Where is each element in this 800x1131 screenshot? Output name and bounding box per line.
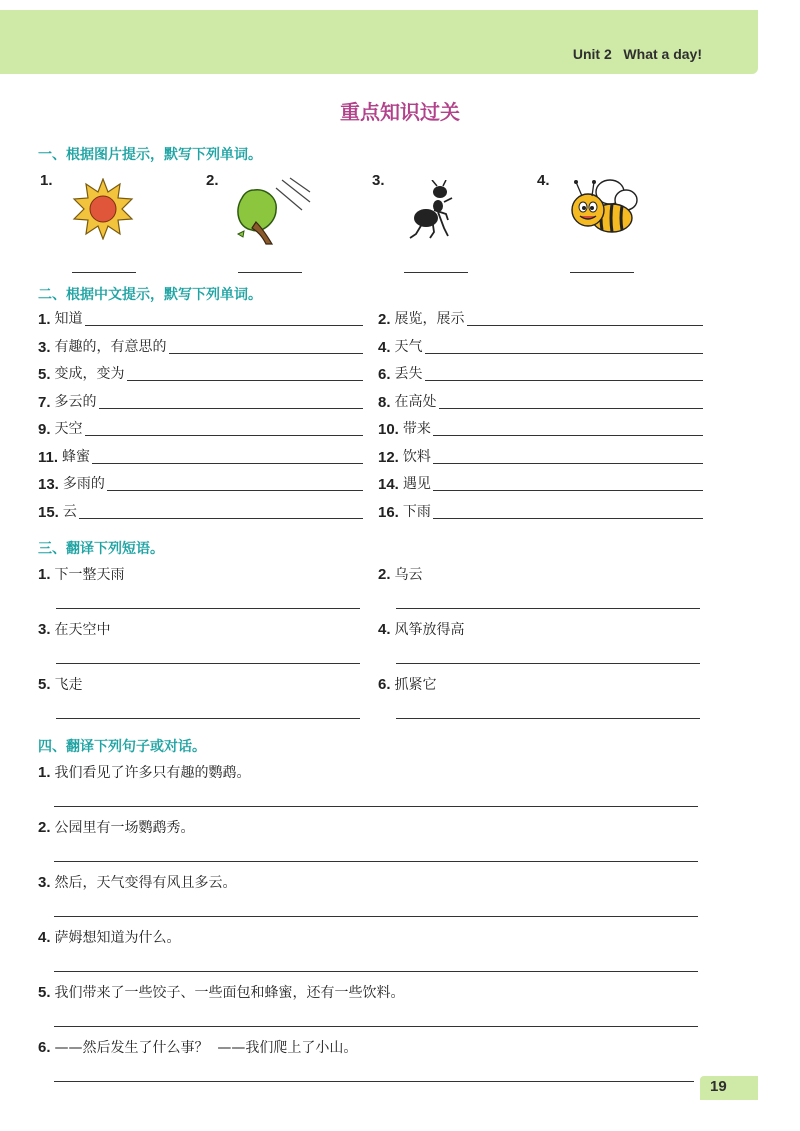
sentence-item — [38, 762, 251, 782]
vocab-item-number: 15. — [38, 503, 59, 521]
vocab-answer-line[interactable] — [85, 325, 363, 326]
vocab-answer-line[interactable] — [127, 380, 363, 381]
vocab-item-number: 7. — [38, 393, 51, 411]
vocab-item-prompt: 展览，展示 — [394, 311, 465, 327]
vocab-answer-line[interactable] — [425, 353, 703, 354]
vocab-item — [38, 336, 363, 356]
page-number-box — [700, 1076, 758, 1100]
vocab-item-prompt: 云 — [62, 503, 77, 520]
vocab-item — [38, 391, 363, 411]
vocab-item-number: 5. — [38, 366, 51, 383]
phrase-item-number: 6. — [378, 676, 391, 693]
phrase-item-number: 4. — [378, 621, 391, 638]
vocab-answer-line[interactable] — [467, 325, 703, 326]
section-1-heading: 一、根据图片提示，默写下列单词。 — [38, 147, 262, 163]
sentence-item — [38, 982, 405, 1002]
phrase-item-number: 1. — [38, 566, 51, 583]
vocab-answer-line[interactable] — [433, 518, 703, 519]
picture-item-2-number: 2. — [206, 172, 219, 189]
phrase-item — [38, 564, 125, 584]
sentence-answer-line[interactable] — [54, 806, 698, 807]
sentence-answer-line[interactable] — [54, 1026, 698, 1027]
picture-answer-line-2[interactable] — [238, 272, 302, 273]
section-4-heading: 四、翻译下列句子或对话。 — [38, 739, 206, 755]
sentence-item-number: 3. — [38, 874, 51, 891]
vocab-item-number: 8. — [378, 393, 391, 411]
vocab-item — [38, 308, 363, 328]
ant-icon — [404, 180, 466, 242]
sentence-answer-line[interactable] — [54, 916, 698, 917]
vocab-item-prompt: 知道 — [54, 311, 83, 327]
vocab-item — [378, 391, 703, 411]
sentence-item — [38, 1037, 357, 1057]
phrase-answer-line[interactable] — [396, 663, 700, 664]
vocab-answer-line[interactable] — [85, 435, 363, 436]
section-2-heading: 二、根据中文提示，默写下列单词。 — [38, 287, 262, 303]
phrase-item — [378, 564, 423, 584]
vocab-answer-line[interactable] — [439, 408, 703, 409]
sentence-answer-line[interactable] — [54, 971, 698, 972]
phrase-item-prompt: 抓紧它 — [394, 677, 437, 693]
sentence-item-prompt: ——然后发生了什么事？ ——我们爬上了小山。 — [54, 1040, 358, 1056]
phrase-item-prompt: 乌云 — [394, 567, 423, 583]
vocab-item-prompt: 丢失 — [394, 366, 423, 382]
windy-tree-icon — [232, 176, 312, 248]
phrase-item-number: 3. — [38, 621, 51, 638]
vocab-answer-line[interactable] — [92, 463, 363, 464]
sentence-answer-line[interactable] — [54, 861, 698, 862]
vocab-item — [378, 308, 703, 328]
vocab-answer-line[interactable] — [169, 353, 363, 354]
vocab-answer-line[interactable] — [433, 463, 703, 464]
phrase-item — [38, 619, 111, 639]
vocab-item — [378, 363, 703, 383]
vocab-item-number: 16. — [378, 503, 399, 521]
vocab-item — [378, 446, 703, 466]
sentence-item-prompt: 萨姆想知道为什么。 — [54, 930, 181, 946]
vocab-item — [38, 473, 363, 493]
vocab-item — [38, 418, 363, 438]
vocab-item-number: 10. — [378, 421, 399, 438]
phrase-item — [378, 674, 437, 694]
unit-label: Unit 2 — [572, 46, 612, 62]
section-3-heading: 三、翻译下列短语。 — [38, 541, 164, 557]
vocab-answer-line[interactable] — [107, 490, 363, 491]
vocab-item-number: 9. — [38, 421, 51, 438]
phrase-item-prompt: 风筝放得高 — [394, 622, 465, 638]
sentence-item-prompt: 我们带来了一些饺子、一些面包和蜂蜜，还有一些饮料。 — [54, 985, 405, 1001]
phrase-item — [378, 619, 465, 639]
phrase-item — [38, 674, 83, 694]
phrase-answer-line[interactable] — [56, 718, 360, 719]
vocab-item — [378, 418, 703, 438]
phrase-answer-line[interactable] — [56, 608, 360, 609]
phrase-answer-line[interactable] — [396, 718, 700, 719]
picture-item-1-number: 1. — [40, 172, 53, 189]
vocab-item-prompt: 多云的 — [54, 393, 97, 410]
sentence-item-number: 5. — [38, 984, 51, 1001]
vocab-answer-line[interactable] — [99, 408, 363, 409]
sentence-item — [38, 927, 181, 947]
sentence-item-number: 1. — [38, 764, 51, 781]
sun-icon — [72, 178, 134, 240]
sentence-item-number: 6. — [38, 1039, 51, 1056]
vocab-item-prompt: 天气 — [394, 338, 423, 355]
unit-title: What a day! — [623, 46, 702, 62]
phrase-item-number: 5. — [38, 676, 51, 693]
phrase-item-number: 2. — [378, 566, 391, 583]
vocab-item-prompt: 带来 — [402, 421, 431, 437]
vocab-item-number: 2. — [378, 311, 391, 328]
phrase-item-prompt: 飞走 — [54, 677, 83, 693]
picture-item-4-number: 4. — [537, 172, 550, 189]
phrase-answer-line[interactable] — [56, 663, 360, 664]
vocab-item — [378, 336, 703, 356]
sentence-item-number: 4. — [38, 929, 51, 946]
phrase-item-prompt: 在天空中 — [54, 622, 111, 638]
phrase-answer-line[interactable] — [396, 608, 700, 609]
vocab-item-prompt: 多雨的 — [62, 476, 105, 492]
bee-icon — [566, 176, 640, 242]
vocab-item-number: 3. — [38, 338, 51, 356]
vocab-item-prompt: 在高处 — [394, 393, 437, 410]
page-title: 重点知识过关 — [340, 100, 460, 124]
picture-answer-line-4[interactable] — [570, 272, 634, 273]
vocab-item-number: 11. — [38, 448, 59, 466]
vocab-answer-line[interactable] — [425, 380, 703, 381]
sentence-item-prompt: 公园里有一场鹦鹉秀。 — [54, 820, 195, 836]
vocab-item-number: 13. — [38, 476, 59, 493]
vocab-item-prompt: 天空 — [54, 421, 83, 437]
picture-answer-line-3[interactable] — [404, 272, 468, 273]
vocab-item-number: 12. — [378, 448, 399, 466]
sentence-item-prompt: 然后，天气变得有风且多云。 — [54, 875, 237, 891]
vocab-item-prompt: 有趣的，有意思的 — [54, 338, 167, 355]
page-number: 19 — [710, 1078, 727, 1095]
vocab-answer-line[interactable] — [433, 435, 703, 436]
vocab-item-number: 4. — [378, 338, 391, 356]
picture-item-3-number: 3. — [372, 172, 385, 189]
sentence-item — [38, 872, 237, 892]
vocab-answer-line[interactable] — [433, 490, 703, 491]
vocab-item-prompt: 变成，变为 — [54, 366, 125, 382]
vocab-item-number: 14. — [378, 476, 399, 493]
vocab-item — [38, 501, 363, 521]
sentence-item-prompt: 我们看见了许多只有趣的鹦鹉。 — [54, 765, 251, 781]
sentence-item-number: 2. — [38, 819, 51, 836]
vocab-item-prompt: 下雨 — [402, 503, 431, 520]
vocab-item-prompt: 饮料 — [402, 448, 431, 465]
vocab-answer-line[interactable] — [79, 518, 363, 519]
phrase-item-prompt: 下一整天雨 — [54, 567, 125, 583]
header-band — [0, 10, 758, 74]
vocab-item — [378, 473, 703, 493]
vocab-item — [38, 446, 363, 466]
unit-header — [573, 46, 702, 62]
vocab-item-prompt: 蜂蜜 — [62, 448, 91, 465]
vocab-item — [378, 501, 703, 521]
vocab-item-number: 1. — [38, 311, 51, 328]
vocab-item-prompt: 遇见 — [402, 476, 431, 492]
picture-answer-line-1[interactable] — [72, 272, 136, 273]
vocab-item-number: 6. — [378, 366, 391, 383]
vocab-item — [38, 363, 363, 383]
sentence-answer-line[interactable] — [54, 1081, 694, 1082]
sentence-item — [38, 817, 195, 837]
